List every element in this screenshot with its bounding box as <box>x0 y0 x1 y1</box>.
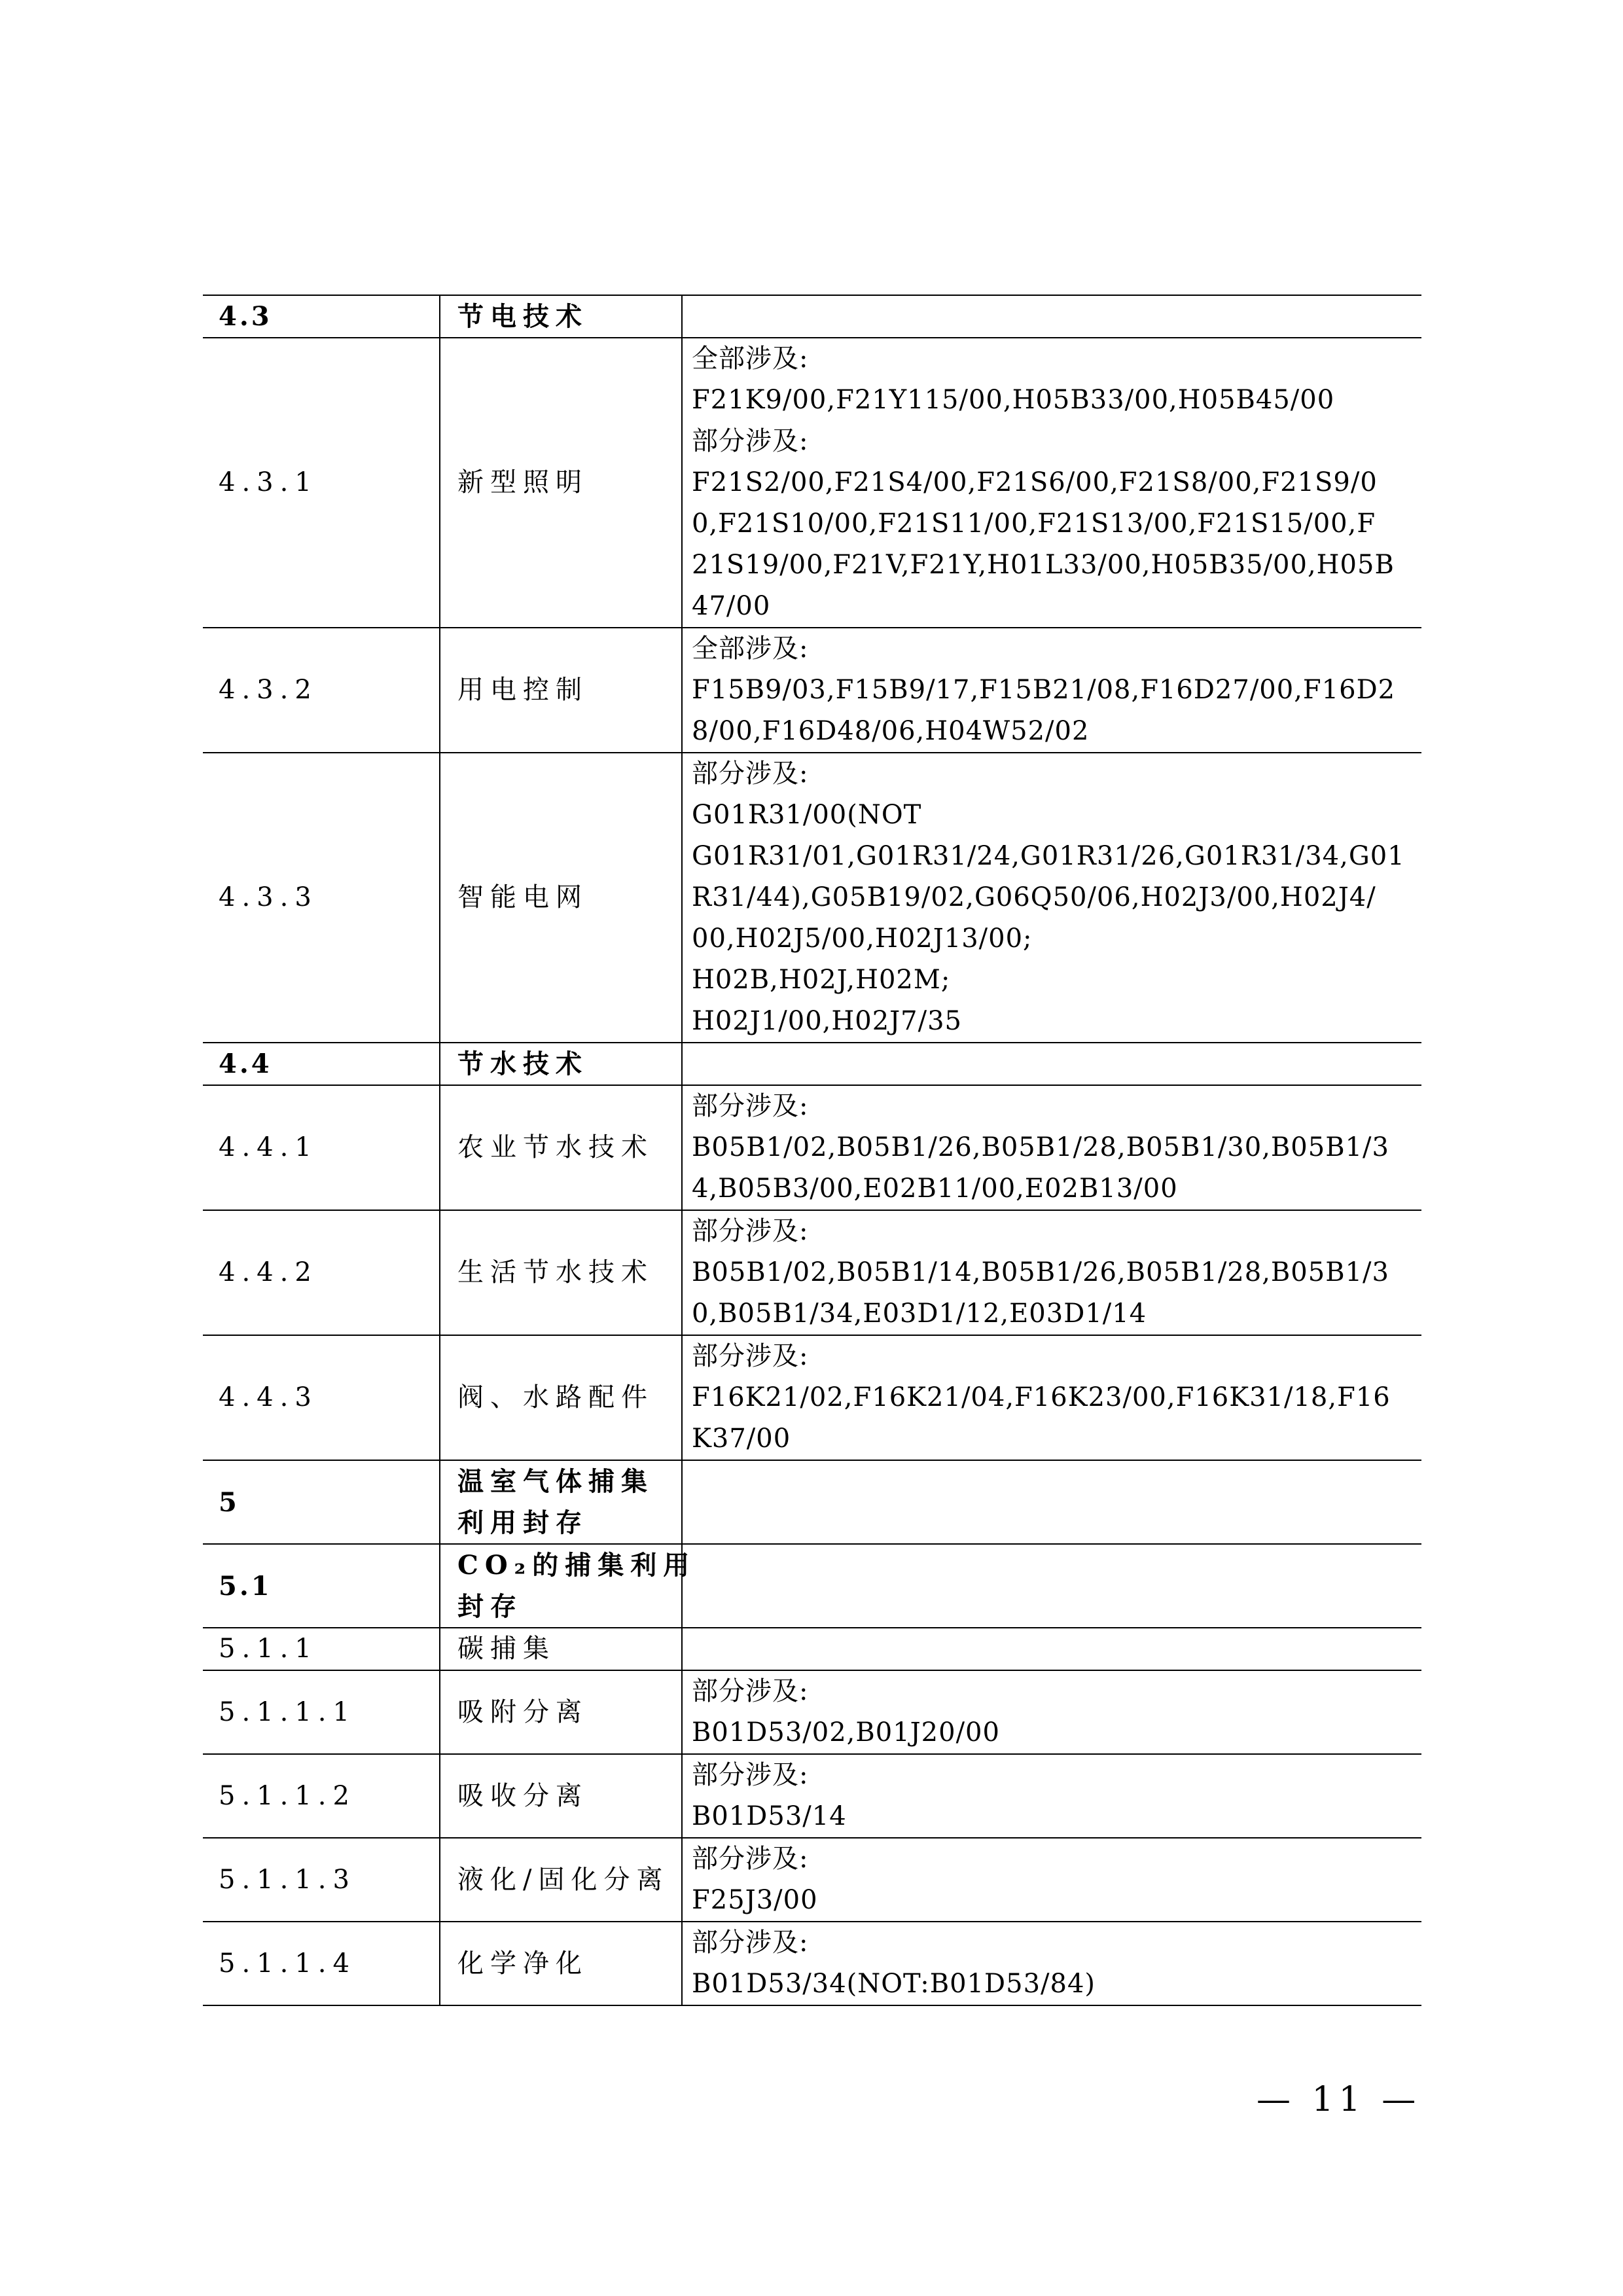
detail-line: K37/00 <box>692 1424 791 1454</box>
table-row <box>203 1628 1421 1670</box>
row-detail <box>682 1085 1421 1210</box>
row-name-line: 封存 <box>457 1591 523 1622</box>
row-code: 4.4.2 <box>203 1210 440 1335</box>
detail-line: B05B1/02,B05B1/14,B05B1/26,B05B1/28,B05B1/3 <box>692 1257 1389 1287</box>
detail-line: H02B,H02J,H02M; <box>692 965 951 995</box>
detail-line: 全部涉及: <box>692 344 809 374</box>
detail-line: G01R31/00(NOT <box>692 800 922 830</box>
detail-line: R31/44),G05B19/02,G06Q50/06,H02J3/00,H02J4/ <box>692 882 1376 912</box>
row-name: 智能电网 <box>440 753 682 1043</box>
row-name: 节电技术 <box>440 295 682 338</box>
table-row <box>203 1085 1421 1210</box>
row-name <box>440 1460 682 1544</box>
table-row <box>203 1043 1421 1085</box>
row-name: 化学净化 <box>440 1922 682 2005</box>
row-name: 农业节水技术 <box>440 1085 682 1210</box>
row-detail <box>682 753 1421 1043</box>
row-name: 新型照明 <box>440 338 682 628</box>
row-detail <box>682 1210 1421 1335</box>
table-row <box>203 753 1421 1043</box>
row-code: 4.3 <box>203 295 440 338</box>
row-name: 生活节水技术 <box>440 1210 682 1335</box>
row-code: 4.3.2 <box>203 628 440 753</box>
table-row <box>203 295 1421 338</box>
table-row <box>203 1210 1421 1335</box>
row-detail <box>682 1670 1421 1754</box>
detail-line: 部分涉及: <box>692 1216 809 1246</box>
detail-line: 部分涉及: <box>692 1676 809 1706</box>
classification-table <box>203 295 1421 2006</box>
detail-line: 8/00,F16D48/06,H04W52/02 <box>692 716 1090 746</box>
row-detail <box>682 1043 1421 1085</box>
table-body <box>203 295 1421 2005</box>
row-code: 4.4 <box>203 1043 440 1085</box>
table-row <box>203 1460 1421 1544</box>
row-name: 节水技术 <box>440 1043 682 1085</box>
detail-line: G01R31/01,G01R31/24,G01R31/26,G01R31/34,G01 <box>692 841 1405 871</box>
row-name <box>440 1544 696 1628</box>
row-name-line: CO₂的捕集利用 <box>457 1550 696 1581</box>
row-detail <box>682 628 1421 753</box>
detail-line: B01D53/02,B01J20/00 <box>692 1717 1000 1748</box>
detail-line: 21S19/00,F21V,F21Y,H01L33/00,H05B35/00,H05B <box>692 550 1395 580</box>
row-code: 4.4.1 <box>203 1085 440 1210</box>
row-code: 4.3.3 <box>203 753 440 1043</box>
row-detail <box>682 1460 1421 1544</box>
row-code: 5.1.1.1 <box>203 1670 440 1754</box>
detail-line: 4,B05B3/00,E02B11/00,E02B13/00 <box>692 1174 1178 1204</box>
detail-line: F15B9/03,F15B9/17,F15B21/08,F16D27/00,F16D2 <box>692 675 1396 705</box>
row-code: 5.1.1.4 <box>203 1922 440 2005</box>
detail-line: 部分涉及: <box>692 1091 809 1121</box>
row-detail <box>682 1754 1421 1838</box>
detail-line: H02J1/00,H02J7/35 <box>692 1006 962 1036</box>
detail-line: 0,F21S10/00,F21S11/00,F21S13/00,F21S15/00,F <box>692 509 1376 539</box>
row-detail <box>682 1628 1421 1670</box>
detail-line: 部分涉及: <box>692 1760 809 1790</box>
table-row <box>203 1335 1421 1460</box>
row-code: 5.1.1.2 <box>203 1754 440 1838</box>
row-code: 5.1 <box>203 1544 440 1628</box>
detail-line: 部分涉及: <box>692 426 809 456</box>
detail-line: F21S2/00,F21S4/00,F21S6/00,F21S8/00,F21S9/0 <box>692 467 1378 497</box>
table-row <box>203 1922 1421 2005</box>
detail-line: 部分涉及: <box>692 759 809 789</box>
row-name: 吸附分离 <box>440 1670 682 1754</box>
detail-line: F16K21/02,F16K21/04,F16K23/00,F16K31/18,F16 <box>692 1382 1391 1412</box>
table-row <box>203 1754 1421 1838</box>
row-name-line: 温室气体捕集 <box>457 1466 654 1497</box>
detail-line: B05B1/02,B05B1/26,B05B1/28,B05B1/30,B05B1/3 <box>692 1132 1389 1162</box>
row-code: 4.4.3 <box>203 1335 440 1460</box>
detail-line: 全部涉及: <box>692 634 809 664</box>
detail-line: 0,B05B1/34,E03D1/12,E03D1/14 <box>692 1299 1147 1329</box>
row-code: 5.1.1.3 <box>203 1838 440 1922</box>
table-row <box>203 338 1421 628</box>
detail-line: 00,H02J5/00,H02J13/00; <box>692 924 1033 954</box>
row-detail <box>682 1335 1421 1460</box>
detail-line: B01D53/14 <box>692 1801 847 1831</box>
table-row <box>203 1838 1421 1922</box>
row-name: 用电控制 <box>440 628 682 753</box>
detail-line: 部分涉及: <box>692 1844 809 1874</box>
table-row <box>203 1544 1421 1628</box>
detail-line: F25J3/00 <box>692 1885 818 1915</box>
row-name: 碳捕集 <box>440 1628 682 1670</box>
detail-line: 部分涉及: <box>692 1341 809 1371</box>
row-detail <box>682 338 1421 628</box>
row-name: 吸收分离 <box>440 1754 682 1838</box>
detail-line: 47/00 <box>692 591 771 621</box>
table-row <box>203 1670 1421 1754</box>
page-number: — 11 — <box>1257 2080 1421 2119</box>
row-code: 4.3.1 <box>203 338 440 628</box>
row-code: 5.1.1 <box>203 1628 440 1670</box>
row-detail <box>682 1544 1421 1628</box>
detail-line: 部分涉及: <box>692 1928 809 1958</box>
row-name: 液化/固化分离 <box>440 1838 682 1922</box>
row-name-line: 利用封存 <box>457 1507 588 1538</box>
detail-line: B01D53/34(NOT:B01D53/84) <box>692 1969 1096 1999</box>
row-detail <box>682 1922 1421 2005</box>
row-detail <box>682 295 1421 338</box>
row-code: 5 <box>203 1460 440 1544</box>
detail-line: F21K9/00,F21Y115/00,H05B33/00,H05B45/00 <box>692 385 1335 415</box>
table-row <box>203 628 1421 753</box>
row-name: 阀、水路配件 <box>440 1335 682 1460</box>
row-detail <box>682 1838 1421 1922</box>
